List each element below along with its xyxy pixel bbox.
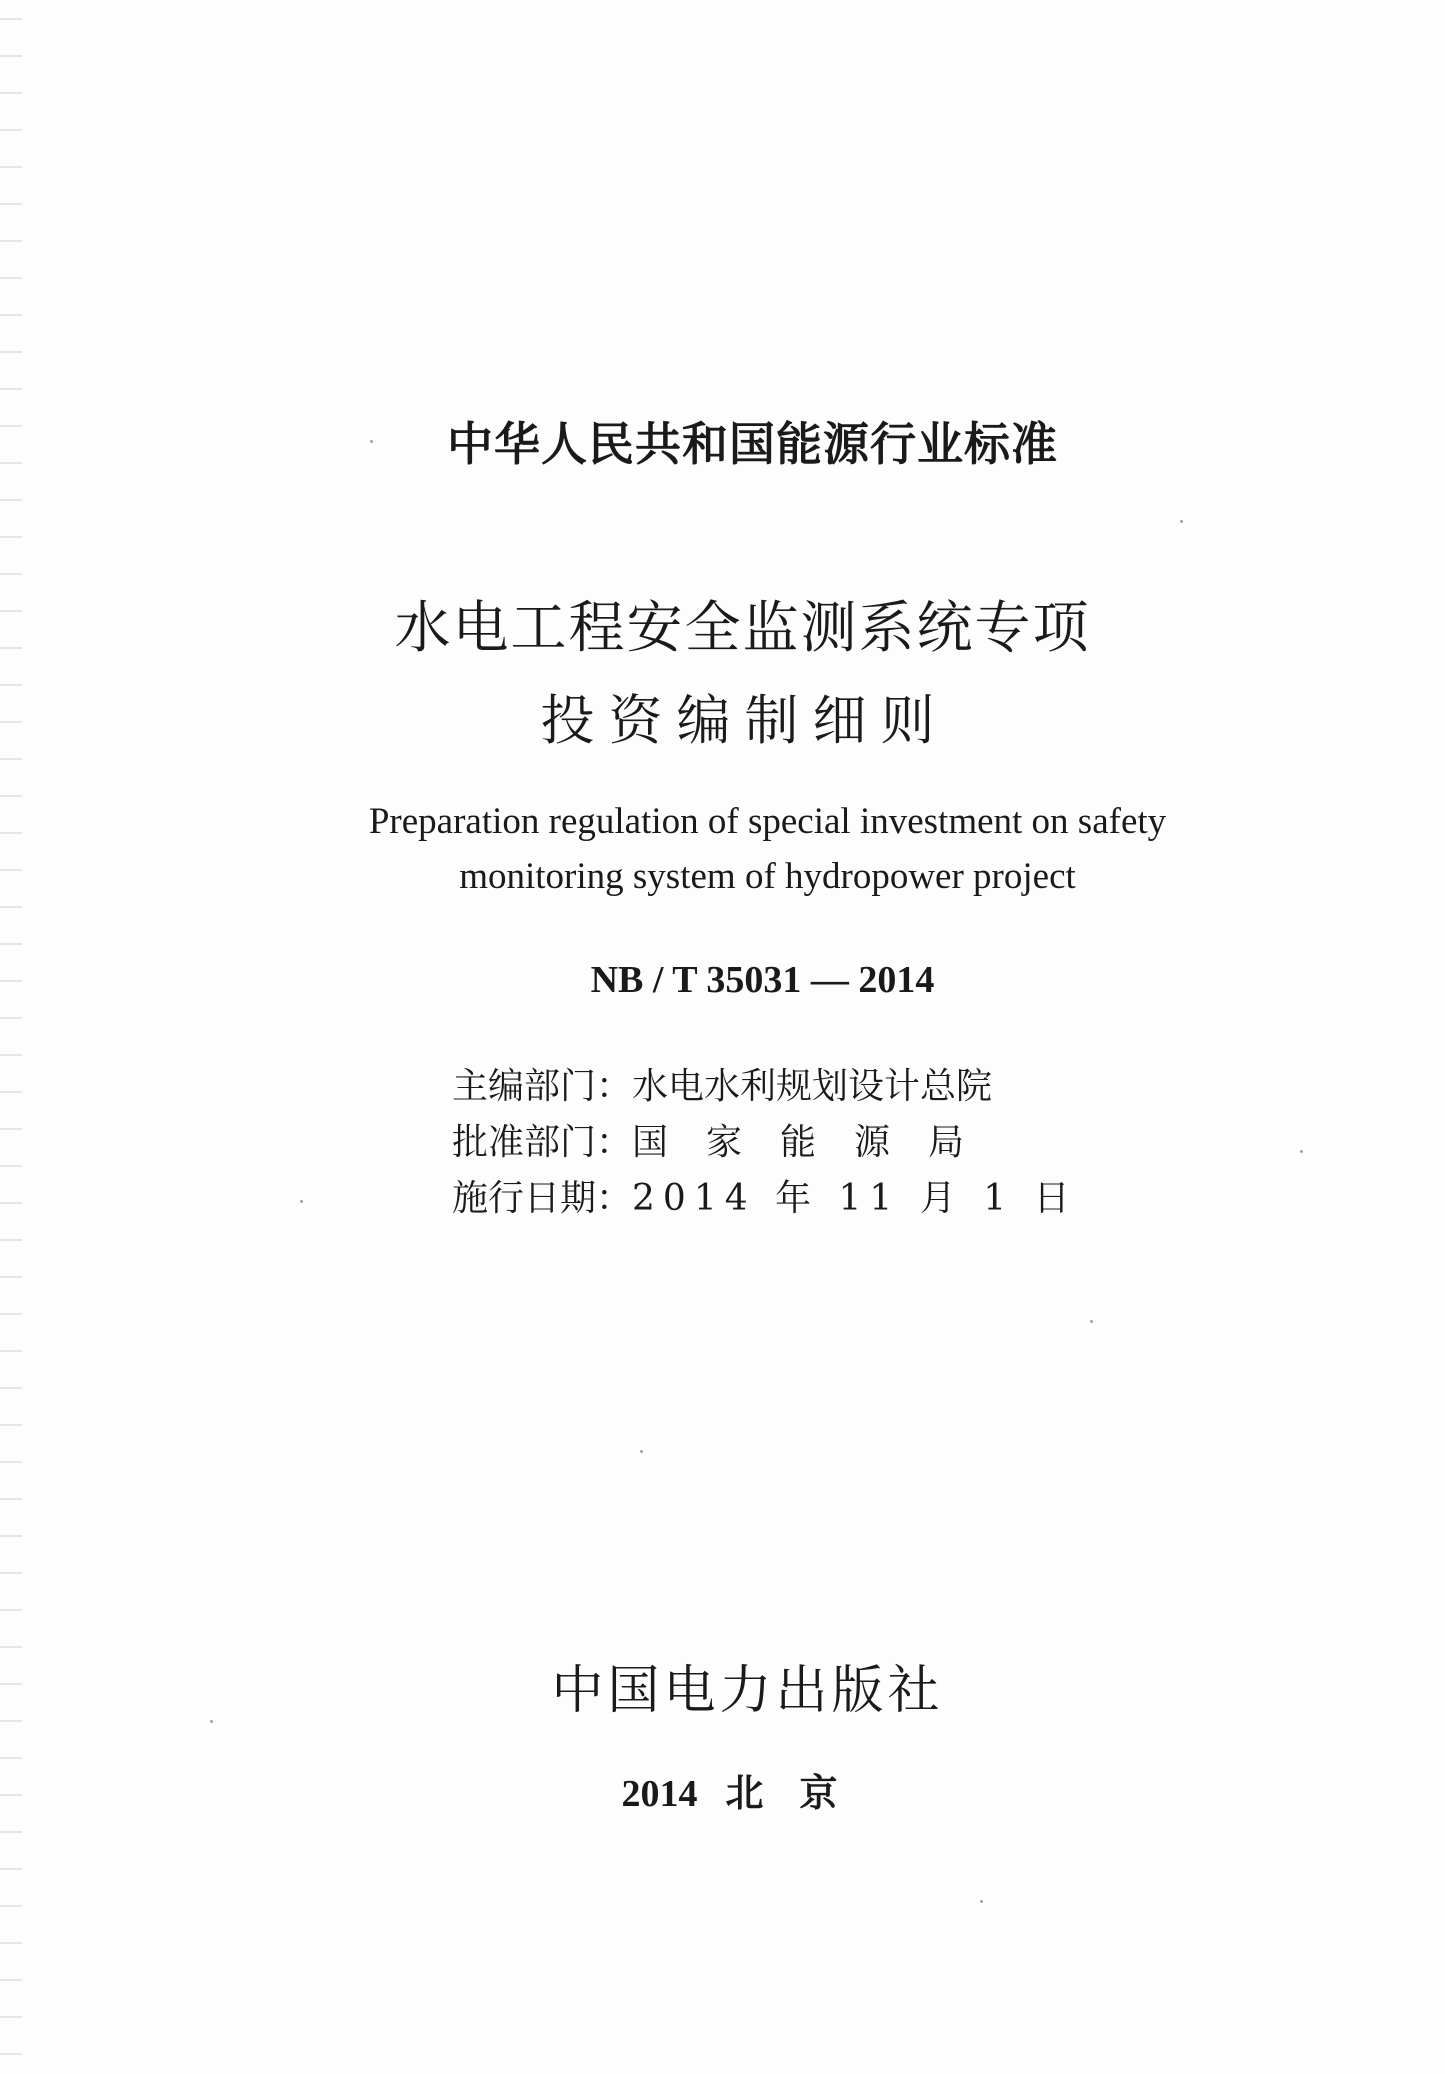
scan-speck [1180,520,1183,523]
effective-date-row [452,1170,1078,1221]
editor-row [452,1058,992,1109]
standard-code: NB / T 35031 — 2014 [590,959,935,1001]
scan-speck [210,1720,213,1723]
scan-speck [370,440,373,443]
publisher-name: 中国电力出版社 [551,1661,944,1721]
scan-speck [640,1450,643,1453]
document-title-line2: 投资编制细则 [540,689,949,752]
effective-date-value: 2014 年 11 月 1 日 [632,1178,1078,1219]
approver-label: 批准部门： [452,1122,633,1163]
publication-city: 北京 [725,1773,874,1815]
effective-date-label: 施行日期： [452,1178,633,1219]
scan-speck [980,1900,983,1903]
scan-speck [1300,1150,1303,1153]
scan-edge-artifact [0,0,22,2074]
english-title-line2: monitoring system of hydropower project [459,856,1076,897]
publication-year: 2014 [621,1773,698,1815]
editor-label: 主编部门： [452,1066,633,1107]
editor-value: 水电水利规划设计总院 [632,1066,993,1107]
standard-category-heading: 中华人民共和国能源行业标准 [447,417,1058,471]
scan-speck [1090,1320,1093,1323]
english-title-line1: Preparation regulation of special investment on safety [368,801,1167,842]
document-title-line1: 水电工程安全监测系统专项 [394,596,1091,661]
approver-value: 国家能源局 [632,1122,1003,1163]
scan-speck [300,1200,303,1203]
publication-place [25,1762,1445,1817]
approver-row [452,1114,1002,1165]
